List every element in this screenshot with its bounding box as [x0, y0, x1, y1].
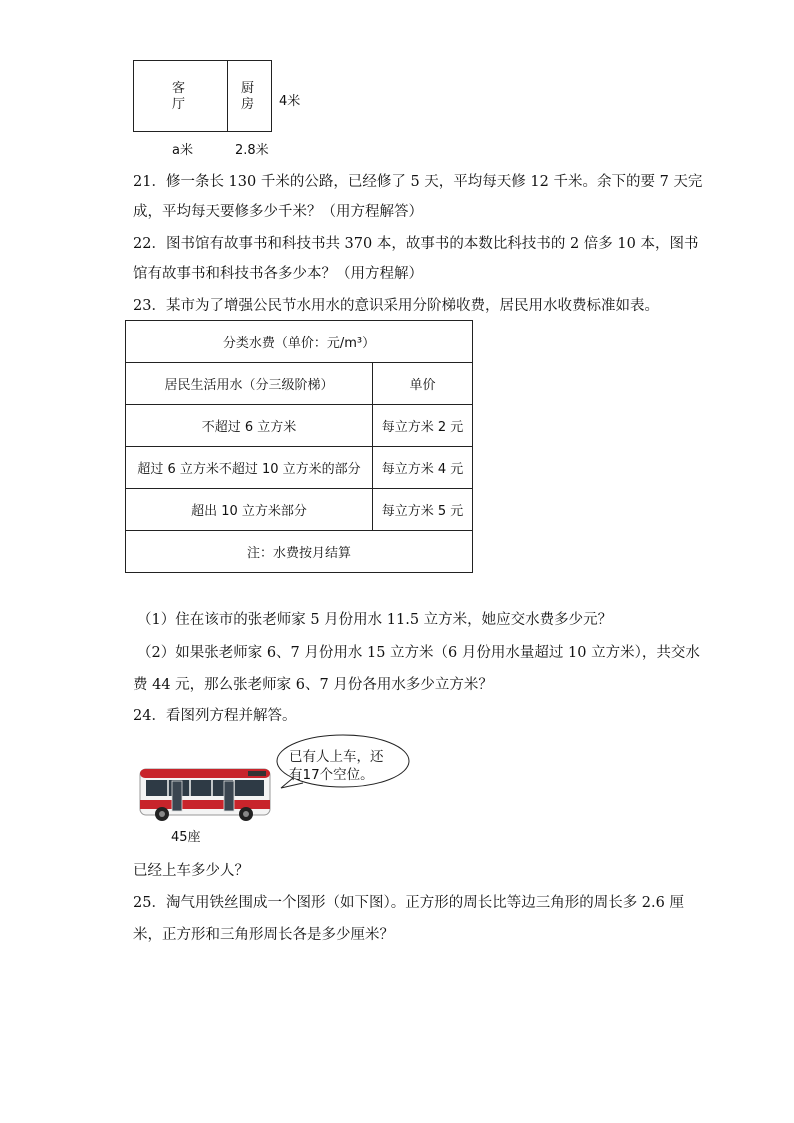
- q24-question: 已经上车多少人？: [133, 863, 249, 879]
- q22-line2: 馆有故事书和科技书各多少本？（用方程解）: [133, 266, 423, 282]
- bubble-text-line1: 已有人上车，还: [289, 749, 384, 765]
- q25-line1: 25．淘气用铁丝围成一个图形（如下图）。正方形的周长比等边三角形的周长多 2.6 厘: [133, 895, 684, 911]
- q24-line1: 24．看图列方程并解答。: [133, 708, 297, 724]
- room-diagram: [133, 60, 272, 132]
- q25-line2: 米，正方形和三角形周长各是多少厘米？: [133, 927, 394, 943]
- room-width-b-label: 2.8米: [235, 143, 269, 158]
- table-header-tier: 居民生活用水（分三级阶梯）: [126, 363, 373, 405]
- bus-illustration: [138, 763, 274, 823]
- table-cell-price: 每立方米 2 元: [373, 405, 473, 447]
- q23-sub2-line1: （2）如果张老师家 6、7 月份用水 15 立方米（6 月份用水量超过 10 立方米），共交水: [137, 645, 700, 661]
- table-note: 注：水费按月结算: [126, 531, 473, 573]
- table-row: [126, 531, 473, 573]
- table-row: [126, 489, 473, 531]
- table-cell-price: 每立方米 4 元: [373, 447, 473, 489]
- table-row: [126, 321, 473, 363]
- bus-seats-label: 45座: [171, 830, 201, 845]
- room-height-label: 4米: [279, 94, 301, 109]
- bubble-text-line2: 有17个空位。: [289, 767, 374, 783]
- living-room-label: 客 厅: [172, 81, 186, 112]
- table-cell-price: 每立方米 5 元: [373, 489, 473, 531]
- q23-sub1: （1）住在该市的张老师家 5 月份用水 11.5 立方米，她应交水费多少元？: [137, 612, 613, 628]
- table-cell-tier: 超过 6 立方米不超过 10 立方米的部分: [126, 447, 373, 489]
- table-cell-tier: 超出 10 立方米部分: [126, 489, 373, 531]
- room-divider: [227, 61, 228, 131]
- q22-line1: 22．图书馆有故事书和科技书共 370 本，故事书的本数比科技书的 2 倍多 10 本，图书: [133, 236, 699, 252]
- kitchen-label: 厨 房: [241, 81, 255, 112]
- q23-line1: 23．某市为了增强公民节水用水的意识采用分阶梯收费，居民用水收费标准如表。: [133, 298, 659, 314]
- water-price-table: [125, 320, 473, 573]
- table-row: [126, 363, 473, 405]
- q23-sub2-line2: 费 44 元，那么张老师家 6、7 月份各用水多少立方米？: [133, 677, 493, 693]
- table-title: 分类水费（单价：元/m³）: [126, 321, 473, 363]
- q21-line2: 成，平均每天要修多少千米？（用方程解答）: [133, 204, 423, 220]
- q21-line1: 21．修一条长 130 千米的公路，已经修了 5 天，平均每天修 12 千米。余下的要 7 天完: [133, 174, 703, 190]
- table-row: [126, 405, 473, 447]
- table-row: [126, 447, 473, 489]
- table-cell-tier: 不超过 6 立方米: [126, 405, 373, 447]
- table-header-price: 单价: [373, 363, 473, 405]
- room-width-a-label: a米: [172, 143, 193, 158]
